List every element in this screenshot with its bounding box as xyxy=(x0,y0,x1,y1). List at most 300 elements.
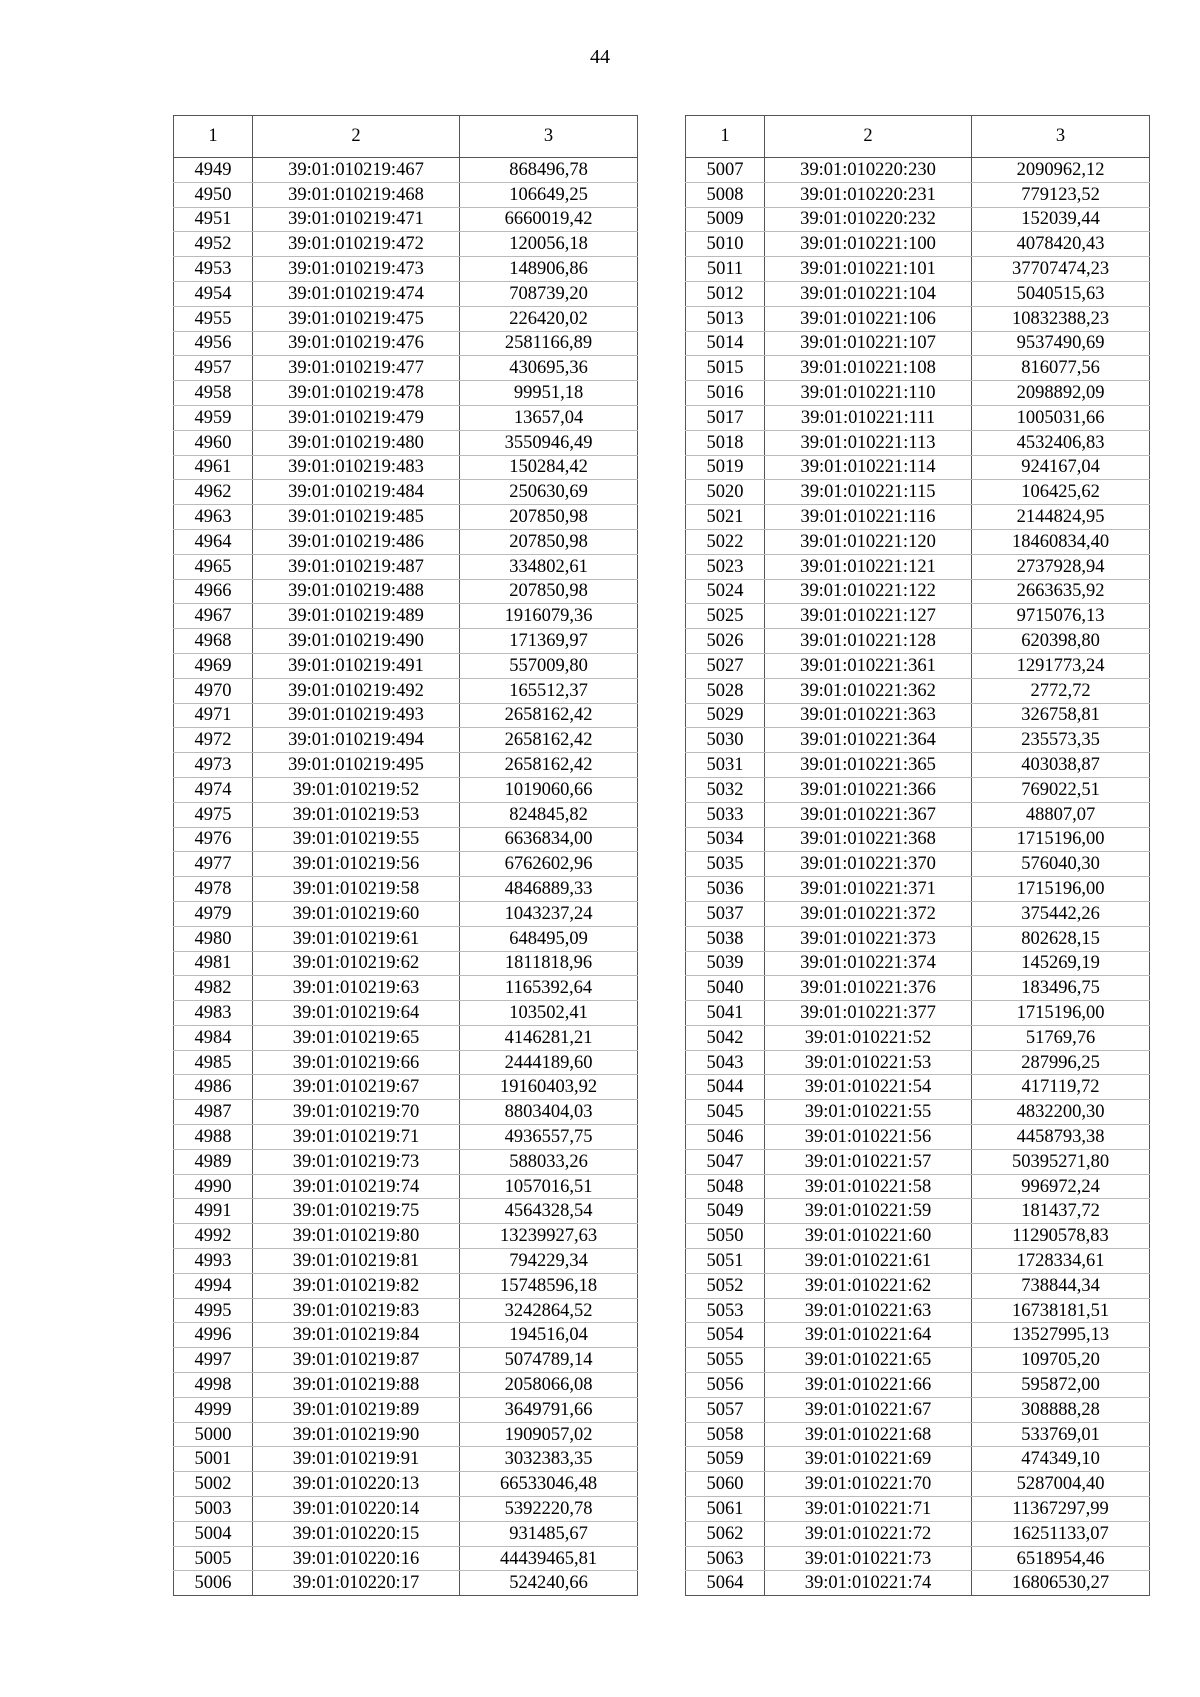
row-number: 5018 xyxy=(686,430,765,455)
row-number: 5034 xyxy=(686,827,765,852)
table-row xyxy=(174,901,638,926)
cadastral-number: 39:01:010221:121 xyxy=(765,554,972,579)
row-number: 4985 xyxy=(174,1050,253,1075)
cadastral-value: 13527995,13 xyxy=(972,1323,1150,1348)
cadastral-value: 148906,86 xyxy=(460,257,638,282)
cadastral-number: 39:01:010219:486 xyxy=(253,529,460,554)
cadastral-value: 120056,18 xyxy=(460,232,638,257)
cadastral-number: 39:01:010221:53 xyxy=(765,1050,972,1075)
cadastral-number: 39:01:010221:54 xyxy=(765,1075,972,1100)
cadastral-value: 1043237,24 xyxy=(460,901,638,926)
row-number: 4963 xyxy=(174,505,253,530)
cadastral-value: 4078420,43 xyxy=(972,232,1150,257)
row-number: 5045 xyxy=(686,1100,765,1125)
table-row xyxy=(686,901,1150,926)
cadastral-number: 39:01:010221:67 xyxy=(765,1397,972,1422)
cadastral-number: 39:01:010219:476 xyxy=(253,331,460,356)
row-number: 5004 xyxy=(174,1521,253,1546)
cadastral-number: 39:01:010221:73 xyxy=(765,1546,972,1571)
cadastral-value: 16251133,07 xyxy=(972,1521,1150,1546)
cadastral-value: 4846889,33 xyxy=(460,877,638,902)
row-number: 5043 xyxy=(686,1050,765,1075)
row-number: 5002 xyxy=(174,1472,253,1497)
cadastral-value: 106649,25 xyxy=(460,182,638,207)
cadastral-value: 3649791,66 xyxy=(460,1397,638,1422)
table-row xyxy=(174,1149,638,1174)
cadastral-value: 2772,72 xyxy=(972,678,1150,703)
row-number: 4996 xyxy=(174,1323,253,1348)
table-row xyxy=(686,827,1150,852)
cadastral-number: 39:01:010219:61 xyxy=(253,926,460,951)
cadastral-value: 5074789,14 xyxy=(460,1348,638,1373)
row-number: 5021 xyxy=(686,505,765,530)
cadastral-number: 39:01:010221:111 xyxy=(765,405,972,430)
cadastral-value: 44439465,81 xyxy=(460,1546,638,1571)
row-number: 4991 xyxy=(174,1199,253,1224)
column-header-1: 1 xyxy=(686,116,765,158)
cadastral-number: 39:01:010221:371 xyxy=(765,877,972,902)
table-row xyxy=(174,852,638,877)
table-row xyxy=(174,877,638,902)
table-row xyxy=(174,728,638,753)
table-row xyxy=(686,1397,1150,1422)
table-row xyxy=(686,653,1150,678)
row-number: 5035 xyxy=(686,852,765,877)
cadastral-value: 1811818,96 xyxy=(460,951,638,976)
table-row xyxy=(174,381,638,406)
row-number: 4993 xyxy=(174,1249,253,1274)
cadastral-value: 16806530,27 xyxy=(972,1571,1150,1596)
cadastral-value: 868496,78 xyxy=(460,158,638,183)
row-number: 4969 xyxy=(174,653,253,678)
row-number: 5051 xyxy=(686,1249,765,1274)
table-row xyxy=(174,331,638,356)
cadastral-value: 2581166,89 xyxy=(460,331,638,356)
table-row xyxy=(686,1001,1150,1026)
cadastral-number: 39:01:010221:65 xyxy=(765,1348,972,1373)
cadastral-value: 18460834,40 xyxy=(972,529,1150,554)
cadastral-number: 39:01:010219:82 xyxy=(253,1273,460,1298)
table-row xyxy=(174,1249,638,1274)
cadastral-value: 5040515,63 xyxy=(972,281,1150,306)
row-number: 5038 xyxy=(686,926,765,951)
cadastral-number: 39:01:010220:230 xyxy=(765,158,972,183)
cadastral-number: 39:01:010219:58 xyxy=(253,877,460,902)
cadastral-number: 39:01:010219:488 xyxy=(253,579,460,604)
cadastral-value: 194516,04 xyxy=(460,1323,638,1348)
row-number: 5047 xyxy=(686,1149,765,1174)
cadastral-number: 39:01:010221:72 xyxy=(765,1521,972,1546)
cadastral-value: 769022,51 xyxy=(972,777,1150,802)
row-number: 4998 xyxy=(174,1373,253,1398)
row-number: 5036 xyxy=(686,877,765,902)
cadastral-value: 533769,01 xyxy=(972,1422,1150,1447)
cadastral-number: 39:01:010219:71 xyxy=(253,1125,460,1150)
row-number: 5020 xyxy=(686,480,765,505)
cadastral-value: 171369,97 xyxy=(460,629,638,654)
table-row xyxy=(686,430,1150,455)
row-number: 5028 xyxy=(686,678,765,703)
table-row xyxy=(174,430,638,455)
row-number: 4992 xyxy=(174,1224,253,1249)
row-number: 5053 xyxy=(686,1298,765,1323)
cadastral-number: 39:01:010221:361 xyxy=(765,653,972,678)
column-header-1: 1 xyxy=(174,116,253,158)
cadastral-value: 2144824,95 xyxy=(972,505,1150,530)
row-number: 5030 xyxy=(686,728,765,753)
cadastral-value: 207850,98 xyxy=(460,529,638,554)
cadastral-value: 16738181,51 xyxy=(972,1298,1150,1323)
table-row xyxy=(174,1571,638,1596)
row-number: 5063 xyxy=(686,1546,765,1571)
row-number: 5017 xyxy=(686,405,765,430)
cadastral-number: 39:01:010219:81 xyxy=(253,1249,460,1274)
cadastral-value: 430695,36 xyxy=(460,356,638,381)
row-number: 5057 xyxy=(686,1397,765,1422)
cadastral-value: 37707474,23 xyxy=(972,257,1150,282)
table-row xyxy=(174,951,638,976)
cadastral-value: 9715076,13 xyxy=(972,604,1150,629)
row-number: 4972 xyxy=(174,728,253,753)
row-number: 5042 xyxy=(686,1025,765,1050)
row-number: 5058 xyxy=(686,1422,765,1447)
cadastral-value: 145269,19 xyxy=(972,951,1150,976)
cadastral-value: 150284,42 xyxy=(460,455,638,480)
cadastral-value: 1909057,02 xyxy=(460,1422,638,1447)
table-row xyxy=(174,1075,638,1100)
row-number: 4956 xyxy=(174,331,253,356)
cadastral-value: 11367297,99 xyxy=(972,1497,1150,1522)
cadastral-value: 109705,20 xyxy=(972,1348,1150,1373)
row-number: 4966 xyxy=(174,579,253,604)
cadastral-number: 39:01:010221:370 xyxy=(765,852,972,877)
cadastral-value: 931485,67 xyxy=(460,1521,638,1546)
cadastral-value: 802628,15 xyxy=(972,926,1150,951)
row-number: 4958 xyxy=(174,381,253,406)
row-number: 5001 xyxy=(174,1447,253,1472)
table-row xyxy=(686,381,1150,406)
table-row xyxy=(174,753,638,778)
cadastral-value: 181437,72 xyxy=(972,1199,1150,1224)
cadastral-number: 39:01:010219:492 xyxy=(253,678,460,703)
cadastral-number: 39:01:010221:100 xyxy=(765,232,972,257)
column-header-3: 3 xyxy=(972,116,1150,158)
cadastral-number: 39:01:010219:471 xyxy=(253,207,460,232)
table-row xyxy=(686,505,1150,530)
cadastral-value: 4532406,83 xyxy=(972,430,1150,455)
cadastral-number: 39:01:010219:52 xyxy=(253,777,460,802)
table-row xyxy=(686,579,1150,604)
cadastral-number: 39:01:010221:373 xyxy=(765,926,972,951)
row-number: 4987 xyxy=(174,1100,253,1125)
row-number: 5059 xyxy=(686,1447,765,1472)
row-number: 5013 xyxy=(686,306,765,331)
row-number: 5029 xyxy=(686,703,765,728)
table-row xyxy=(174,1497,638,1522)
cadastral-number: 39:01:010221:66 xyxy=(765,1373,972,1398)
cadastral-number: 39:01:010219:494 xyxy=(253,728,460,753)
cadastral-value: 595872,00 xyxy=(972,1373,1150,1398)
row-number: 5010 xyxy=(686,232,765,257)
row-number: 5027 xyxy=(686,653,765,678)
row-number: 5009 xyxy=(686,207,765,232)
cadastral-value: 4458793,38 xyxy=(972,1125,1150,1150)
cadastral-number: 39:01:010221:108 xyxy=(765,356,972,381)
cadastral-value: 2058066,08 xyxy=(460,1373,638,1398)
cadastral-value: 334802,61 xyxy=(460,554,638,579)
row-number: 4986 xyxy=(174,1075,253,1100)
cadastral-value: 648495,09 xyxy=(460,926,638,951)
cadastral-number: 39:01:010221:56 xyxy=(765,1125,972,1150)
table-row xyxy=(686,356,1150,381)
cadastral-value: 2737928,94 xyxy=(972,554,1150,579)
cadastral-value: 3032383,35 xyxy=(460,1447,638,1472)
cadastral-value: 1019060,66 xyxy=(460,777,638,802)
cadastral-value: 1057016,51 xyxy=(460,1174,638,1199)
cadastral-number: 39:01:010219:490 xyxy=(253,629,460,654)
cadastral-number: 39:01:010219:91 xyxy=(253,1447,460,1472)
row-number: 5060 xyxy=(686,1472,765,1497)
table-row xyxy=(686,1224,1150,1249)
cadastral-value: 226420,02 xyxy=(460,306,638,331)
cadastral-value: 9537490,69 xyxy=(972,331,1150,356)
table-row xyxy=(686,629,1150,654)
cadastral-value: 1916079,36 xyxy=(460,604,638,629)
table-row xyxy=(174,976,638,1001)
table-row xyxy=(686,1273,1150,1298)
cadastral-number: 39:01:010221:115 xyxy=(765,480,972,505)
table-row xyxy=(174,480,638,505)
table-row xyxy=(686,1199,1150,1224)
table-row xyxy=(686,1298,1150,1323)
table-body-left xyxy=(174,158,638,1596)
row-number: 5008 xyxy=(686,182,765,207)
cadastral-value: 1715196,00 xyxy=(972,877,1150,902)
cadastral-number: 39:01:010220:17 xyxy=(253,1571,460,1596)
row-number: 4971 xyxy=(174,703,253,728)
row-number: 4976 xyxy=(174,827,253,852)
row-number: 5019 xyxy=(686,455,765,480)
cadastral-number: 39:01:010219:80 xyxy=(253,1224,460,1249)
table-row xyxy=(174,926,638,951)
cadastral-value: 48807,07 xyxy=(972,802,1150,827)
table-row xyxy=(174,1174,638,1199)
table-row xyxy=(686,1348,1150,1373)
cadastral-value: 103502,41 xyxy=(460,1001,638,1026)
table-header-row xyxy=(686,116,1150,158)
row-number: 4981 xyxy=(174,951,253,976)
cadastral-value: 1291773,24 xyxy=(972,653,1150,678)
table-body-right xyxy=(686,158,1150,1596)
row-number: 5048 xyxy=(686,1174,765,1199)
table-row xyxy=(174,281,638,306)
cadastral-value: 474349,10 xyxy=(972,1447,1150,1472)
row-number: 4954 xyxy=(174,281,253,306)
cadastral-number: 39:01:010221:376 xyxy=(765,976,972,1001)
table-row xyxy=(174,777,638,802)
table-row xyxy=(174,1373,638,1398)
table-row xyxy=(686,480,1150,505)
cadastral-number: 39:01:010219:73 xyxy=(253,1149,460,1174)
cadastral-number: 39:01:010219:472 xyxy=(253,232,460,257)
row-number: 5061 xyxy=(686,1497,765,1522)
row-number: 4983 xyxy=(174,1001,253,1026)
table-row xyxy=(686,158,1150,183)
cadastral-number: 39:01:010219:60 xyxy=(253,901,460,926)
cadastral-number: 39:01:010219:67 xyxy=(253,1075,460,1100)
cadastral-number: 39:01:010221:55 xyxy=(765,1100,972,1125)
cadastral-number: 39:01:010219:65 xyxy=(253,1025,460,1050)
table-row xyxy=(686,1100,1150,1125)
table-row xyxy=(174,604,638,629)
row-number: 5052 xyxy=(686,1273,765,1298)
table-row xyxy=(686,1174,1150,1199)
row-number: 4953 xyxy=(174,257,253,282)
cadastral-value: 816077,56 xyxy=(972,356,1150,381)
table-row xyxy=(686,703,1150,728)
cadastral-number: 39:01:010221:367 xyxy=(765,802,972,827)
table-row xyxy=(686,405,1150,430)
row-number: 4999 xyxy=(174,1397,253,1422)
cadastral-value: 779123,52 xyxy=(972,182,1150,207)
cadastral-number: 39:01:010219:62 xyxy=(253,951,460,976)
cadastral-value: 557009,80 xyxy=(460,653,638,678)
row-number: 4962 xyxy=(174,480,253,505)
row-number: 4955 xyxy=(174,306,253,331)
table-row xyxy=(686,207,1150,232)
cadastral-value: 6660019,42 xyxy=(460,207,638,232)
cadastral-value: 996972,24 xyxy=(972,1174,1150,1199)
table-row xyxy=(174,1546,638,1571)
table-row xyxy=(686,1025,1150,1050)
cadastral-number: 39:01:010219:88 xyxy=(253,1373,460,1398)
table-row xyxy=(174,1125,638,1150)
row-number: 5062 xyxy=(686,1521,765,1546)
row-number: 5014 xyxy=(686,331,765,356)
cadastral-number: 39:01:010219:480 xyxy=(253,430,460,455)
cadastral-value: 99951,18 xyxy=(460,381,638,406)
row-number: 4995 xyxy=(174,1298,253,1323)
table-row xyxy=(686,1050,1150,1075)
table-row xyxy=(686,281,1150,306)
cadastral-number: 39:01:010221:374 xyxy=(765,951,972,976)
cadastral-number: 39:01:010219:478 xyxy=(253,381,460,406)
row-number: 5032 xyxy=(686,777,765,802)
row-number: 4965 xyxy=(174,554,253,579)
table-row xyxy=(686,182,1150,207)
row-number: 4951 xyxy=(174,207,253,232)
row-number: 4984 xyxy=(174,1025,253,1050)
cadastral-value: 375442,26 xyxy=(972,901,1150,926)
cadastral-value: 13239927,63 xyxy=(460,1224,638,1249)
table-row xyxy=(174,1472,638,1497)
row-number: 5023 xyxy=(686,554,765,579)
row-number: 4978 xyxy=(174,877,253,902)
cadastral-value: 183496,75 xyxy=(972,976,1150,1001)
cadastral-value: 524240,66 xyxy=(460,1571,638,1596)
cadastral-value: 308888,28 xyxy=(972,1397,1150,1422)
cadastral-value: 165512,37 xyxy=(460,678,638,703)
table-row xyxy=(174,232,638,257)
cadastral-value: 66533046,48 xyxy=(460,1472,638,1497)
row-number: 4988 xyxy=(174,1125,253,1150)
cadastral-number: 39:01:010219:83 xyxy=(253,1298,460,1323)
table-row xyxy=(686,877,1150,902)
table-row xyxy=(174,455,638,480)
table-row xyxy=(686,232,1150,257)
cadastral-value: 8803404,03 xyxy=(460,1100,638,1125)
cadastral-number: 39:01:010219:66 xyxy=(253,1050,460,1075)
cadastral-value: 4832200,30 xyxy=(972,1100,1150,1125)
cadastral-value: 2658162,42 xyxy=(460,753,638,778)
row-number: 5056 xyxy=(686,1373,765,1398)
row-number: 5044 xyxy=(686,1075,765,1100)
table-row xyxy=(686,1546,1150,1571)
cadastral-number: 39:01:010219:53 xyxy=(253,802,460,827)
row-number: 5050 xyxy=(686,1224,765,1249)
cadastral-value: 2090962,12 xyxy=(972,158,1150,183)
cadastral-number: 39:01:010219:495 xyxy=(253,753,460,778)
table-row xyxy=(174,158,638,183)
table-row xyxy=(686,1323,1150,1348)
table-row xyxy=(686,1447,1150,1472)
cadastral-value: 15748596,18 xyxy=(460,1273,638,1298)
row-number: 5025 xyxy=(686,604,765,629)
cadastral-number: 39:01:010221:366 xyxy=(765,777,972,802)
table-row xyxy=(686,1075,1150,1100)
row-number: 4990 xyxy=(174,1174,253,1199)
table-row xyxy=(686,976,1150,1001)
cadastral-number: 39:01:010221:365 xyxy=(765,753,972,778)
table-header-row xyxy=(174,116,638,158)
cadastral-table-left xyxy=(173,115,638,1596)
row-number: 5037 xyxy=(686,901,765,926)
cadastral-number: 39:01:010221:69 xyxy=(765,1447,972,1472)
table-row xyxy=(174,802,638,827)
cadastral-value: 13657,04 xyxy=(460,405,638,430)
table-row xyxy=(686,852,1150,877)
row-number: 4970 xyxy=(174,678,253,703)
cadastral-number: 39:01:010221:106 xyxy=(765,306,972,331)
row-number: 4974 xyxy=(174,777,253,802)
cadastral-value: 708739,20 xyxy=(460,281,638,306)
cadastral-number: 39:01:010219:491 xyxy=(253,653,460,678)
cadastral-value: 152039,44 xyxy=(972,207,1150,232)
table-row xyxy=(686,306,1150,331)
cadastral-number: 39:01:010221:70 xyxy=(765,1472,972,1497)
table-row xyxy=(174,1422,638,1447)
cadastral-value: 207850,98 xyxy=(460,505,638,530)
cadastral-number: 39:01:010221:62 xyxy=(765,1273,972,1298)
cadastral-number: 39:01:010221:60 xyxy=(765,1224,972,1249)
cadastral-value: 5392220,78 xyxy=(460,1497,638,1522)
row-number: 4982 xyxy=(174,976,253,1001)
table-row xyxy=(686,678,1150,703)
cadastral-value: 1715196,00 xyxy=(972,827,1150,852)
cadastral-number: 39:01:010221:116 xyxy=(765,505,972,530)
table-row xyxy=(686,331,1150,356)
table-row xyxy=(174,1298,638,1323)
table-row xyxy=(686,728,1150,753)
cadastral-value: 250630,69 xyxy=(460,480,638,505)
row-number: 5041 xyxy=(686,1001,765,1026)
table-row xyxy=(686,554,1150,579)
table-row xyxy=(686,951,1150,976)
row-number: 5015 xyxy=(686,356,765,381)
cadastral-number: 39:01:010221:363 xyxy=(765,703,972,728)
table-row xyxy=(686,753,1150,778)
table-row xyxy=(686,529,1150,554)
